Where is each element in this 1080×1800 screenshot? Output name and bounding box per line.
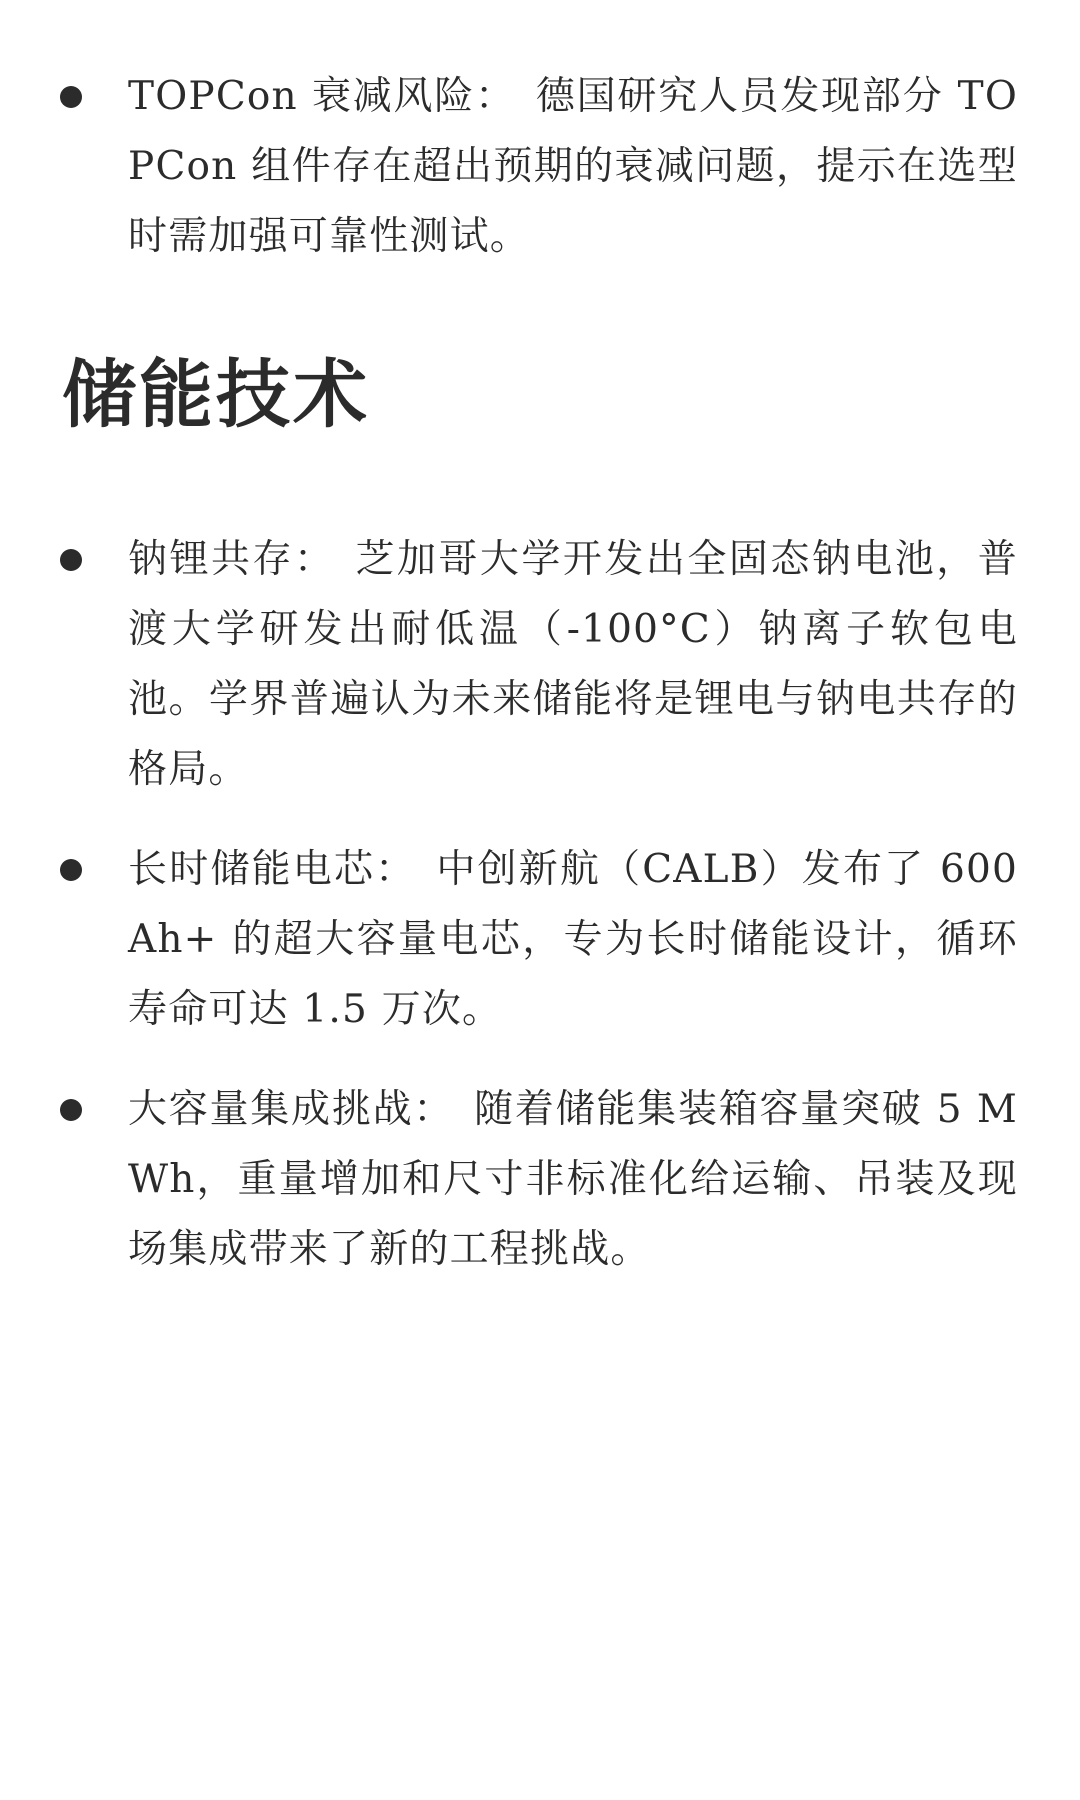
bullet-dot-icon [60,549,82,571]
bullet-dot-icon [60,86,82,108]
bullet-dot-icon [60,859,82,881]
list-item [0,62,1080,272]
item-text: 随着储能集装箱容量突破 5 MWh，重量增加和尺寸非标准化给运输、吊装及现场集成带来了新的工程挑战。 [128,1087,1018,1272]
storage-list [0,525,1080,1315]
item-text: 中创新航（CALB）发布了 600Ah+ 的超大容量电芯，专为长时储能设计，循环寿命可达 1.5 万次。 [128,847,1018,1032]
item-text: 德国研究人员发现部分 TOPCon 组件存在超出预期的衰减问题，提示在选型时需加强可靠性测试。 [128,74,1019,259]
topcon-list [0,62,1080,272]
item-label: TOPCon 衰减风险： [128,74,516,119]
item-text: 芝加哥大学开发出全固态钠电池，普渡大学研发出耐低温（-100°C）钠离子软包电池。学界普遍认为未来储能将是锂电与钠电共存的格局。 [128,537,1018,792]
item-label: 长时储能电芯： [128,847,417,892]
bullet-dot-icon [60,1099,82,1121]
item-label: 钠锂共存： [128,537,336,582]
list-item [0,835,1080,1045]
item-label: 大容量集成挑战： [128,1087,455,1132]
list-item [0,525,1080,805]
section-heading: 储能技术 [62,352,370,438]
list-item [0,1075,1080,1285]
